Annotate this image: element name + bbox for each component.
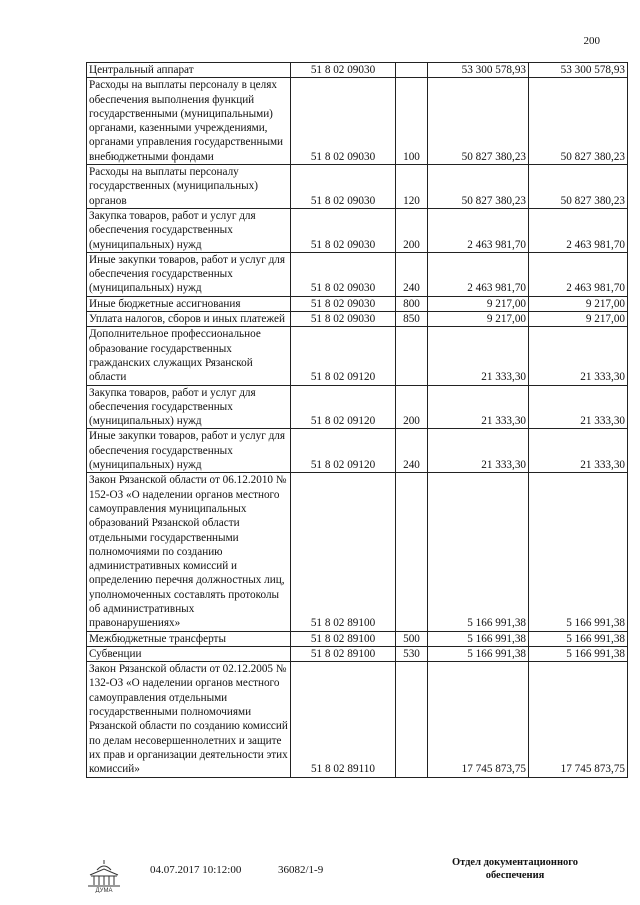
row-code: 51 8 02 09120 — [291, 429, 396, 473]
row-sum-2: 21 333,30 — [529, 429, 628, 473]
row-sum-2: 21 333,30 — [529, 327, 628, 385]
row-code: 51 8 02 89110 — [291, 662, 396, 777]
stamp-doc-number: 36082/1-9 — [278, 864, 324, 876]
row-sum-2: 5 166 991,38 — [529, 473, 628, 631]
row-name: Иные закупки товаров, работ и услуг для обеспечения государственных (муниципальных) нужд — [87, 252, 291, 296]
row-sum-1: 17 745 873,75 — [428, 662, 529, 777]
budget-table-body — [87, 63, 628, 778]
footer — [0, 853, 640, 893]
row-code: 51 8 02 09030 — [291, 252, 396, 296]
row-sum-2: 2 463 981,70 — [529, 252, 628, 296]
table-row — [87, 385, 628, 429]
table-row — [87, 252, 628, 296]
row-name: Межбюджетные трансферты — [87, 631, 291, 646]
row-sum-1: 2 463 981,70 — [428, 208, 529, 252]
row-name: Центральный аппарат — [87, 63, 291, 78]
row-vr — [396, 327, 428, 385]
budget-table — [86, 62, 628, 778]
row-code: 51 8 02 09120 — [291, 385, 396, 429]
row-vr: 530 — [396, 646, 428, 661]
row-vr: 120 — [396, 165, 428, 209]
row-name: Иные бюджетные ассигнования — [87, 296, 291, 311]
row-code: 51 8 02 09030 — [291, 312, 396, 327]
row-sum-2: 50 827 380,23 — [529, 78, 628, 165]
row-name: Расходы на выплаты персоналу в целях обеспечения выполнения функций государственными (муниципальными) органами, казенными учреждениями, органами управления государственными внебюджетными фондами — [87, 78, 291, 165]
table-row — [87, 646, 628, 661]
row-sum-2: 5 166 991,38 — [529, 646, 628, 661]
row-vr — [396, 63, 428, 78]
table-row — [87, 208, 628, 252]
row-sum-2: 21 333,30 — [529, 385, 628, 429]
row-sum-2: 50 827 380,23 — [529, 165, 628, 209]
row-name: Расходы на выплаты персоналу государственных (муниципальных) органов — [87, 165, 291, 209]
table-row — [87, 327, 628, 385]
row-sum-2: 2 463 981,70 — [529, 208, 628, 252]
row-sum-1: 9 217,00 — [428, 312, 529, 327]
row-vr: 100 — [396, 78, 428, 165]
row-sum-1: 21 333,30 — [428, 385, 529, 429]
row-sum-1: 5 166 991,38 — [428, 631, 529, 646]
row-sum-1: 5 166 991,38 — [428, 473, 529, 631]
row-code: 51 8 02 89100 — [291, 473, 396, 631]
row-sum-2: 9 217,00 — [529, 312, 628, 327]
row-sum-1: 21 333,30 — [428, 327, 529, 385]
row-sum-1: 9 217,00 — [428, 296, 529, 311]
row-sum-1: 21 333,30 — [428, 429, 529, 473]
row-vr: 240 — [396, 252, 428, 296]
row-name: Субвенции — [87, 646, 291, 661]
table-row — [87, 63, 628, 78]
row-sum-2: 17 745 873,75 — [529, 662, 628, 777]
table-row — [87, 473, 628, 631]
row-sum-1: 5 166 991,38 — [428, 646, 529, 661]
row-name: Закупка товаров, работ и услуг для обеспечения государственных (муниципальных) нужд — [87, 385, 291, 429]
row-code: 51 8 02 09030 — [291, 78, 396, 165]
table-row — [87, 662, 628, 777]
row-code: 51 8 02 89100 — [291, 646, 396, 661]
row-sum-2: 9 217,00 — [529, 296, 628, 311]
page-number: 200 — [583, 35, 600, 47]
row-vr: 240 — [396, 429, 428, 473]
row-code: 51 8 02 89100 — [291, 631, 396, 646]
row-name: Уплата налогов, сборов и иных платежей — [87, 312, 291, 327]
row-sum-1: 2 463 981,70 — [428, 252, 529, 296]
table-row — [87, 296, 628, 311]
row-vr — [396, 473, 428, 631]
row-vr: 200 — [396, 385, 428, 429]
table-row — [87, 312, 628, 327]
row-vr: 850 — [396, 312, 428, 327]
row-code: 51 8 02 09030 — [291, 63, 396, 78]
duma-building-emblem-icon — [84, 859, 124, 898]
row-name: Закупка товаров, работ и услуг для обеспечения государственных (муниципальных) нужд — [87, 208, 291, 252]
table-row — [87, 429, 628, 473]
logo-text: ДУМА — [95, 888, 113, 893]
row-code: 51 8 02 09030 — [291, 296, 396, 311]
row-name: Закон Рязанской области от 06.12.2010 № 152-ОЗ «О наделении органов местного самоуправления муниципальных образований Рязанской области отдельными государственными полномочиями по созданию административных комиссий и определению перечня должностных лиц, уполномоченных составлять протоколы об административных правонарушениях» — [87, 473, 291, 631]
row-code: 51 8 02 09030 — [291, 165, 396, 209]
row-code: 51 8 02 09120 — [291, 327, 396, 385]
row-name: Закон Рязанской области от 02.12.2005 № 132-ОЗ «О наделении органов местного самоуправления отдельными государственными полномочиями Рязанской области по созданию комиссий по делам несовершеннолетних и защите их прав и организации деятельности этих комиссий» — [87, 662, 291, 777]
department-name: Отдел документационного обеспечения — [451, 857, 579, 881]
stamp-date: 04.07.2017 10:12:00 — [150, 864, 242, 876]
row-vr: 500 — [396, 631, 428, 646]
row-sum-1: 53 300 578,93 — [428, 63, 529, 78]
row-sum-1: 50 827 380,23 — [428, 78, 529, 165]
row-vr: 200 — [396, 208, 428, 252]
row-vr: 800 — [396, 296, 428, 311]
row-sum-2: 5 166 991,38 — [529, 631, 628, 646]
row-name: Дополнительное профессиональное образование государственных гражданских служащих Рязанской области — [87, 327, 291, 385]
table-row — [87, 631, 628, 646]
table-row — [87, 165, 628, 209]
row-sum-1: 50 827 380,23 — [428, 165, 529, 209]
row-code: 51 8 02 09030 — [291, 208, 396, 252]
row-name: Иные закупки товаров, работ и услуг для обеспечения государственных (муниципальных) нужд — [87, 429, 291, 473]
row-vr — [396, 662, 428, 777]
table-row — [87, 78, 628, 165]
row-sum-2: 53 300 578,93 — [529, 63, 628, 78]
